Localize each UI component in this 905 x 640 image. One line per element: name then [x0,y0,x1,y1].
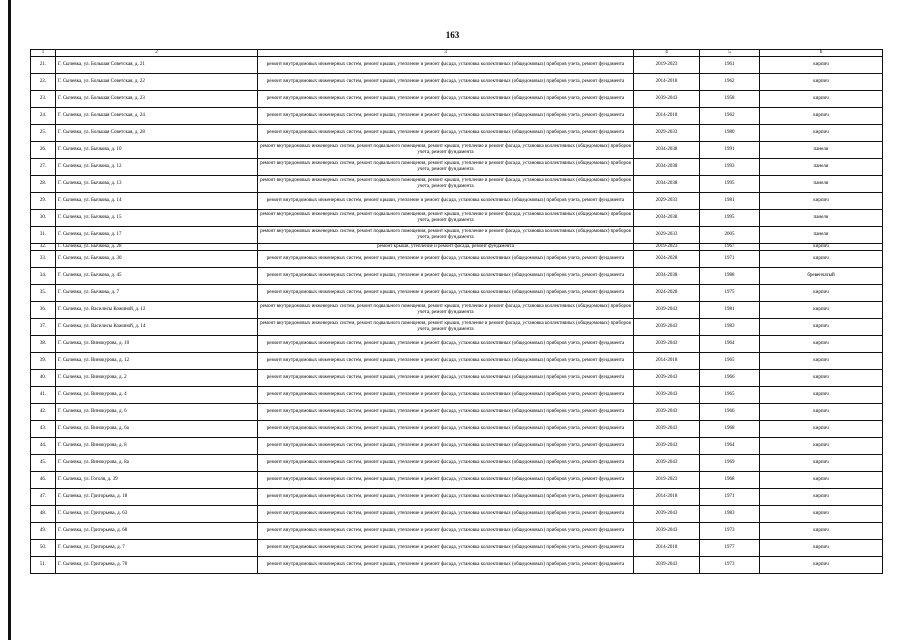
year-built-cell: 1961 [700,56,760,73]
row-number: 45. [31,454,56,471]
table-row [31,488,883,505]
address-cell: Г. Сычевка, ул. Винокурова, д. 6 [56,403,258,420]
address-cell: Г. Сычевка, ул. Винокурова, д. 10 [56,335,258,352]
address-cell: Г. Сычевка, ул. Большая Советская, д. 28 [56,124,258,141]
address-cell: Г. Сычевка, ул. Винокурова, д. 4 [56,386,258,403]
period-cell: 2034-2038 [634,267,700,284]
wall-material-cell: кирпич [760,539,883,556]
year-built-cell: 1983 [700,505,760,522]
row-number: 21. [31,56,56,73]
wall-material-cell: кирпич [760,107,883,124]
column-header: 4 [634,50,700,57]
wall-material-cell: кирпич [760,386,883,403]
row-number: 33. [31,250,56,267]
row-number: 36. [31,301,56,318]
address-cell: Г. Сычевка, ул. Большая Советская, д. 22 [56,73,258,90]
works-cell: ремонт внутридомовых инженерных систем, ремонт подвального помещения, ремонт крыши, утепление и ремонт фасада, установка коллективных (общедомовых) приборов учета, ремонт фундамента [258,141,634,158]
year-built-cell: 1966 [700,403,760,420]
period-cell: 2014-2018 [634,73,700,90]
works-cell: ремонт внутридомовых инженерных систем, ремонт подвального помещения, ремонт крыши, утепление и ремонт фасада, установка коллективных (общедомовых) приборов учета, ремонт фундамента [258,158,634,175]
address-cell: Г. Сычевка, ул. Бычкова, д. 14 [56,192,258,209]
address-cell: Г. Сычевка, ул. Винокурова, д. 2 [56,369,258,386]
wall-material-cell: кирпич [760,243,883,250]
wall-material-cell: панели [760,209,883,226]
period-cell: 2039-2043 [634,90,700,107]
table-row [31,437,883,454]
address-cell: Г. Сычевка, ул. Бычкова, д. 15 [56,209,258,226]
wall-material-cell: панели [760,175,883,192]
column-header: 6 [760,50,883,57]
table-row [31,522,883,539]
period-cell: 2034-2038 [634,158,700,175]
year-built-cell: 1995 [700,209,760,226]
year-built-cell: 1988 [700,267,760,284]
table-row [31,352,883,369]
works-cell: ремонт внутридомовых инженерных систем, ремонт крыши, утепление и ремонт фасада, установка коллективных (общедомовых) приборов учета, ремонт фундамента [258,90,634,107]
address-cell: Г. Сычевка, ул. Винокурова, д. 8а [56,454,258,471]
address-cell: Г. Сычевка, ул. Большая Советская, д. 24 [56,107,258,124]
table-row [31,556,883,573]
address-cell: Г. Сычевка, ул. Григорьева, д. 18 [56,488,258,505]
address-cell: Г. Сычевка, ул. Бычкова, д. 17 [56,226,258,243]
table-row [31,505,883,522]
address-cell: Г. Сычевка, ул. Бычкова, д. 10 [56,141,258,158]
works-cell: ремонт внутридомовых инженерных систем, ремонт крыши, утепление и ремонт фасада, установка коллективных (общедомовых) приборов учета, ремонт фундамента [258,386,634,403]
period-cell: 2019-2023 [634,56,700,73]
table-row [31,369,883,386]
works-cell: ремонт внутридомовых инженерных систем, ремонт крыши, утепление и ремонт фасада, установка коллективных (общедомовых) приборов учета, ремонт фундамента [258,267,634,284]
row-number: 30. [31,209,56,226]
address-cell: Г. Сычевка, ул. Большая Советская, д. 21 [56,56,258,73]
works-cell: ремонт крыши, утепление и ремонт фасада, ремонт фундамента [258,243,634,250]
year-built-cell: 1971 [700,488,760,505]
year-built-cell: 1993 [700,158,760,175]
address-cell: Г. Сычевка, ул. Бычкова, д. 12 [56,158,258,175]
address-cell: Г. Сычевка, ул. Василисы Кожиной, д. 12 [56,301,258,318]
table-row [31,318,883,335]
row-number: 24. [31,107,56,124]
row-number: 51. [31,556,56,573]
wall-material-cell: бревенчатый [760,267,883,284]
year-built-cell: 1962 [700,73,760,90]
address-cell: Г. Сычевка, ул. Бычкова, д. 13 [56,175,258,192]
table-row [31,420,883,437]
works-cell: ремонт внутридомовых инженерных систем, ремонт крыши, утепление и ремонт фасада, установка коллективных (общедомовых) приборов учета, ремонт фундамента [258,488,634,505]
year-built-cell: 1971 [700,250,760,267]
table-row [31,56,883,73]
column-header: 3 [258,50,634,57]
year-built-cell: 1968 [700,471,760,488]
wall-material-cell: кирпич [760,352,883,369]
scan-edge-line [8,0,11,640]
works-cell: ремонт внутридомовых инженерных систем, ремонт крыши, утепление и ремонт фасада, установка коллективных (общедомовых) приборов учета, ремонт фундамента [258,107,634,124]
period-cell: 2019-2023 [634,471,700,488]
year-built-cell: 1965 [700,386,760,403]
row-number: 50. [31,539,56,556]
year-built-cell: 1983 [700,318,760,335]
address-cell: Г. Сычевка, ул. Бычкова, д. 28 [56,243,258,250]
row-number: 22. [31,73,56,90]
wall-material-cell: кирпич [760,73,883,90]
column-header: 5 [700,50,760,57]
wall-material-cell: кирпич [760,488,883,505]
table-row [31,267,883,284]
period-cell: 2039-2043 [634,420,700,437]
period-cell: 2014-2018 [634,539,700,556]
wall-material-cell: кирпич [760,335,883,352]
year-built-cell: 1958 [700,90,760,107]
row-number: 39. [31,352,56,369]
year-built-cell: 1981 [700,301,760,318]
housing-repair-table [30,49,883,574]
address-cell: Г. Сычевка, ул. Григорьева, д. 63 [56,505,258,522]
row-number: 28. [31,175,56,192]
wall-material-cell: кирпич [760,471,883,488]
table-row [31,335,883,352]
works-cell: ремонт внутридомовых инженерных систем, ремонт подвального помещения, ремонт крыши, утепление и ремонт фасада, установка коллективных (общедомовых) приборов учета, ремонт фундамента [258,175,634,192]
year-built-cell: 1968 [700,420,760,437]
year-built-cell: 1969 [700,454,760,471]
table-row [31,124,883,141]
table-row [31,386,883,403]
works-cell: ремонт внутридомовых инженерных систем, ремонт крыши, утепление и ремонт фасада, установка коллективных (общедомовых) приборов учета, ремонт фундамента [258,454,634,471]
period-cell: 2039-2043 [634,301,700,318]
year-built-cell: 1980 [700,124,760,141]
address-cell: Г. Сычевка, ул. Бычкова, д. 7 [56,284,258,301]
works-cell: ремонт внутридомовых инженерных систем, ремонт крыши, утепление и ремонт фасада, установка коллективных (общедомовых) приборов учета, ремонт фундамента [258,250,634,267]
table-row [31,107,883,124]
year-built-cell: 1962 [700,107,760,124]
period-cell: 2024-2028 [634,284,700,301]
period-cell: 2029-2033 [634,124,700,141]
year-built-cell: 1965 [700,352,760,369]
works-cell: ремонт внутридомовых инженерных систем, ремонт крыши, утепление и ремонт фасада, установка коллективных (общедомовых) приборов учета, ремонт фундамента [258,471,634,488]
period-cell: 2039-2043 [634,437,700,454]
row-number: 27. [31,158,56,175]
year-built-cell: 1991 [700,141,760,158]
row-number: 46. [31,471,56,488]
period-cell: 2039-2043 [634,335,700,352]
row-number: 25. [31,124,56,141]
table-row [31,454,883,471]
works-cell: ремонт внутридомовых инженерных систем, ремонт подвального помещения, ремонт крыши, утепление и ремонт фасада, установка коллективных (общедомовых) приборов учета, ремонт фундамента [258,226,634,243]
row-number: 29. [31,192,56,209]
wall-material-cell: панели [760,141,883,158]
page-number: 163 [445,30,460,40]
address-cell: Г. Сычевка, ул. Григорьева, д. 68 [56,522,258,539]
period-cell: 2029-2033 [634,192,700,209]
table-row [31,90,883,107]
wall-material-cell: кирпич [760,301,883,318]
period-cell: 2039-2043 [634,454,700,471]
address-cell: Г. Сычевка, ул. Винокурова, д. 8 [56,437,258,454]
wall-material-cell: кирпич [760,192,883,209]
row-number: 48. [31,505,56,522]
wall-material-cell: кирпич [760,284,883,301]
table-row [31,175,883,192]
wall-material-cell: кирпич [760,556,883,573]
works-cell: ремонт внутридомовых инженерных систем, ремонт крыши, утепление и ремонт фасада, установка коллективных (общедомовых) приборов учета, ремонт фундамента [258,403,634,420]
address-cell: Г. Сычевка, ул. Бычкова, д. 45 [56,267,258,284]
year-built-cell: 1973 [700,556,760,573]
works-cell: ремонт внутридомовых инженерных систем, ремонт крыши, утепление и ремонт фасада, установка коллективных (общедомовых) приборов учета, ремонт фундамента [258,124,634,141]
works-cell: ремонт внутридомовых инженерных систем, ремонт крыши, утепление и ремонт фасада, установка коллективных (общедомовых) приборов учета, ремонт фундамента [258,437,634,454]
address-cell: Г. Сычевка, ул. Гоголя, д. 39 [56,471,258,488]
period-cell: 2029-2033 [634,226,700,243]
table-row [31,73,883,90]
wall-material-cell: кирпич [760,369,883,386]
row-number: 31. [31,226,56,243]
row-number: 47. [31,488,56,505]
period-cell: 2014-2018 [634,107,700,124]
row-number: 35. [31,284,56,301]
table-row [31,209,883,226]
table-row [31,250,883,267]
wall-material-cell: кирпич [760,403,883,420]
works-cell: ремонт внутридомовых инженерных систем, ремонт крыши, утепление и ремонт фасада, установка коллективных (общедомовых) приборов учета, ремонт фундамента [258,522,634,539]
period-cell: 2039-2043 [634,505,700,522]
address-cell: Г. Сычевка, ул. Василисы Кожиной, д. 14 [56,318,258,335]
row-number: 32. [31,243,56,250]
row-number: 37. [31,318,56,335]
period-cell: 2034-2038 [634,209,700,226]
row-number: 49. [31,522,56,539]
period-cell: 2014-2018 [634,352,700,369]
table-row [31,141,883,158]
wall-material-cell: кирпич [760,250,883,267]
works-cell: ремонт внутридомовых инженерных систем, ремонт подвального помещения, ремонт крыши, утепление и ремонт фасада, установка коллективных (общедомовых) приборов учета, ремонт фундамента [258,318,634,335]
row-number: 43. [31,420,56,437]
year-built-cell: 1977 [700,539,760,556]
period-cell: 2039-2043 [634,369,700,386]
address-cell: Г. Сычевка, ул. Григорьева, д. 70 [56,556,258,573]
works-cell: ремонт внутридомовых инженерных систем, ремонт подвального помещения, ремонт крыши, утепление и ремонт фасада, установка коллективных (общедомовых) приборов учета, ремонт фундамента [258,209,634,226]
works-cell: ремонт внутридомовых инженерных систем, ремонт подвального помещения, ремонт крыши, утепление и ремонт фасада, установка коллективных (общедомовых) приборов учета, ремонт фундамента [258,301,634,318]
row-number: 40. [31,369,56,386]
works-cell: ремонт внутридомовых инженерных систем, ремонт крыши, утепление и ремонт фасада, установка коллективных (общедомовых) приборов учета, ремонт фундамента [258,505,634,522]
works-cell: ремонт внутридомовых инженерных систем, ремонт крыши, утепление и ремонт фасада, установка коллективных (общедомовых) приборов учета, ремонт фундамента [258,420,634,437]
period-cell: 2034-2038 [634,141,700,158]
wall-material-cell: кирпич [760,90,883,107]
year-built-cell: 1995 [700,175,760,192]
year-built-cell: 1964 [700,437,760,454]
period-cell: 2039-2043 [634,556,700,573]
address-cell: Г. Сычевка, ул. Бычкова, д. 30 [56,250,258,267]
year-built-cell: 1973 [700,522,760,539]
year-built-cell: 1981 [700,192,760,209]
address-cell: Г. Сычевка, ул. Большая Советская, д. 23 [56,90,258,107]
wall-material-cell: кирпич [760,124,883,141]
works-cell: ремонт внутридомовых инженерных систем, ремонт крыши, утепление и ремонт фасада, установка коллективных (общедомовых) приборов учета, ремонт фундамента [258,369,634,386]
table-row [31,471,883,488]
row-number: 34. [31,267,56,284]
table-row [31,403,883,420]
year-built-cell: 1967 [700,243,760,250]
column-header: 2 [56,50,258,57]
row-number: 44. [31,437,56,454]
works-cell: ремонт внутридомовых инженерных систем, ремонт крыши, утепление и ремонт фасада, установка коллективных (общедомовых) приборов учета, ремонт фундамента [258,335,634,352]
row-number: 41. [31,386,56,403]
works-cell: ремонт внутридомовых инженерных систем, ремонт крыши, утепление и ремонт фасада, установка коллективных (общедомовых) приборов учета, ремонт фундамента [258,539,634,556]
works-cell: ремонт внутридомовых инженерных систем, ремонт крыши, утепление и ремонт фасада, установка коллективных (общедомовых) приборов учета, ремонт фундамента [258,284,634,301]
address-cell: Г. Сычевка, ул. Винокурова, д. 12 [56,352,258,369]
row-number: 42. [31,403,56,420]
year-built-cell: 1964 [700,335,760,352]
wall-material-cell: панели [760,226,883,243]
works-cell: ремонт внутридомовых инженерных систем, ремонт крыши, утепление и ремонт фасада, установка коллективных (общедомовых) приборов учета, ремонт фундамента [258,556,634,573]
address-cell: Г. Сычевка, ул. Винокурова, д. 6а [56,420,258,437]
wall-material-cell: панели [760,158,883,175]
period-cell: 2019-2023 [634,243,700,250]
table-row [31,301,883,318]
wall-material-cell: кирпич [760,437,883,454]
row-number: 23. [31,90,56,107]
works-cell: ремонт внутридомовых инженерных систем, ремонт крыши, утепление и ремонт фасада, установка коллективных (общедомовых) приборов учета, ремонт фундамента [258,352,634,369]
wall-material-cell: кирпич [760,505,883,522]
period-cell: 2039-2043 [634,403,700,420]
table-row [31,284,883,301]
wall-material-cell: кирпич [760,420,883,437]
year-built-cell: 2005 [700,226,760,243]
wall-material-cell: кирпич [760,522,883,539]
wall-material-cell: кирпич [760,56,883,73]
period-cell: 2039-2043 [634,522,700,539]
table-row [31,158,883,175]
table-row [31,192,883,209]
table-row [31,226,883,243]
year-built-cell: 1966 [700,369,760,386]
period-cell: 2039-2043 [634,386,700,403]
column-header: 1 [31,50,56,57]
period-cell: 2034-2038 [634,175,700,192]
wall-material-cell: кирпич [760,454,883,471]
row-number: 26. [31,141,56,158]
row-number: 38. [31,335,56,352]
works-cell: ремонт внутридомовых инженерных систем, ремонт крыши, утепление и ремонт фасада, установка коллективных (общедомовых) приборов учета, ремонт фундамента [258,192,634,209]
period-cell: 2014-2018 [634,488,700,505]
works-cell: ремонт внутридомовых инженерных систем, ремонт крыши, утепление и ремонт фасада, установка коллективных (общедомовых) приборов учета, ремонт фундамента [258,56,634,73]
period-cell: 2024-2028 [634,250,700,267]
address-cell: Г. Сычевка, ул. Григорьева, д. 7 [56,539,258,556]
wall-material-cell: кирпич [760,318,883,335]
period-cell: 2039-2043 [634,318,700,335]
works-cell: ремонт внутридомовых инженерных систем, ремонт крыши, утепление и ремонт фасада, установка коллективных (общедомовых) приборов учета, ремонт фундамента [258,73,634,90]
year-built-cell: 1975 [700,284,760,301]
table-row [31,539,883,556]
table-row [31,243,883,250]
